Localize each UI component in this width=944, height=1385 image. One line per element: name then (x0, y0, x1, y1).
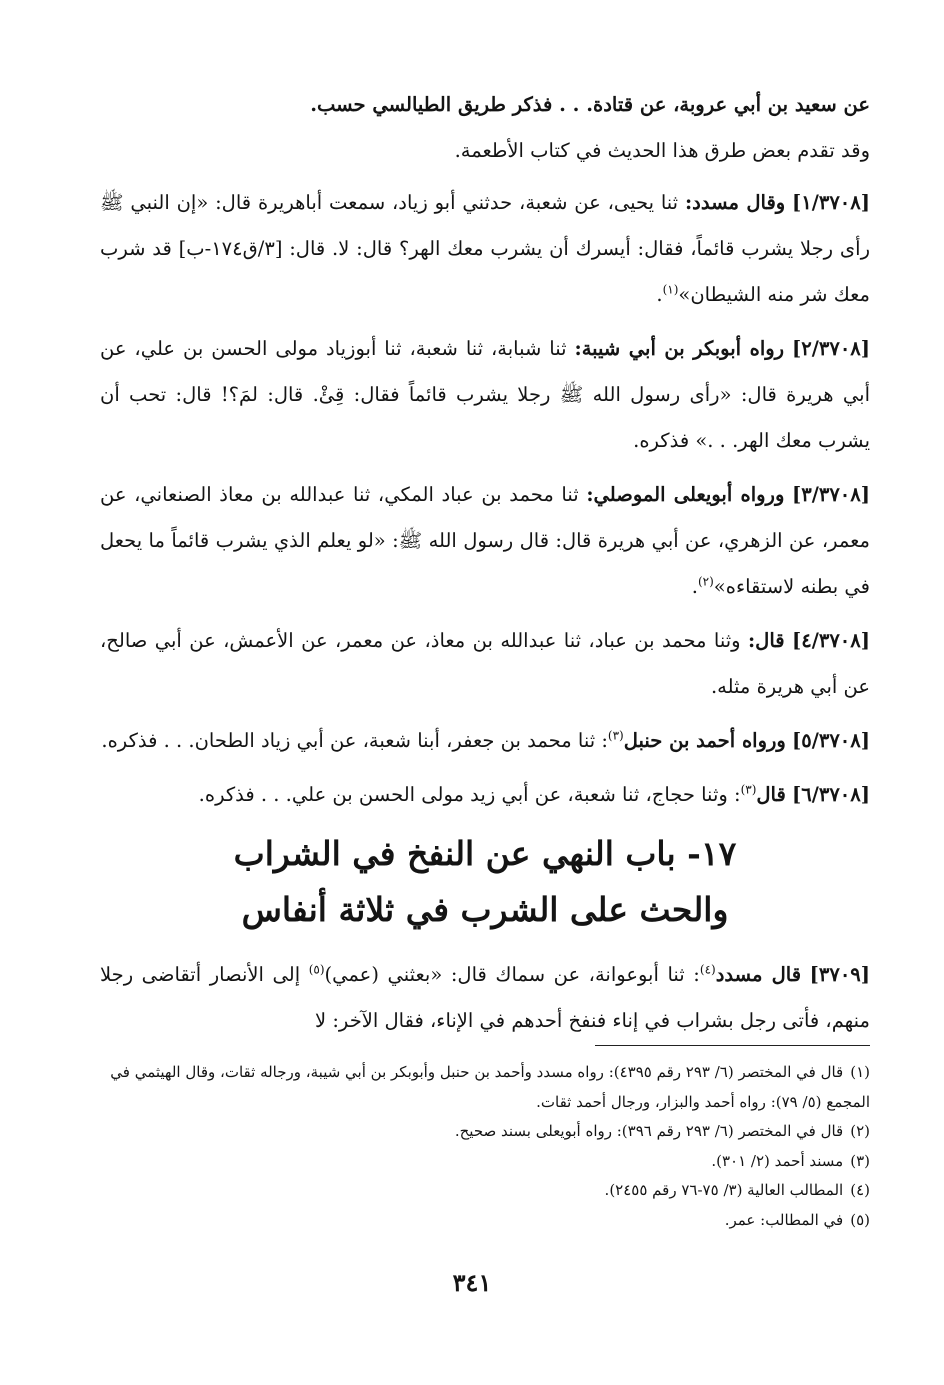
hadith-number: [٢/٣٧٠٨] (792, 337, 871, 360)
footnote-number: (٢) (850, 1122, 870, 1140)
hadith-text: ثنا محمد بن عباد المكي، ثنا عبدالله بن معاذ الصنعاني، عن معمر، عن الزهري، عن أبي هريرة قال: قال رسول الله ﷺ: «لو يعلم الذي يشرب قائماً ما يحعل في بطنه لاستقاءه» (100, 483, 870, 598)
hadith-number: [٥/٣٧٠٨] (792, 729, 870, 752)
hadith-text: : ثنا أبوعوانة، عن سماك قال: «بعثني (عمي) (324, 963, 700, 986)
hadith-number: [٤/٣٧٠٨] (792, 629, 870, 652)
chapter-title-line-1: ١٧- باب النهي عن النفخ في الشراب (233, 834, 737, 873)
chapter-title-line-2: والحث على الشرب في ثلاثة أنفاس (241, 890, 729, 929)
footnote-separator (595, 1045, 870, 1046)
hadith-lead: رواه أبوبكر بن أبي شيبة: (574, 337, 785, 360)
page-number: ٣٤١ (452, 1268, 492, 1297)
footnote-ref: (٣) (740, 782, 757, 797)
hadith-3708-3: [٣/٣٧٠٨] ورواه أبويعلى الموصلي: ثنا محمد بن عباد المكي، ثنا عبدالله بن معاذ الصنعاني، عن معمر، عن الزهري، عن أبي هريرة قال: قال رسول الله ﷺ: «لو يعلم الذي يشرب قائماً ما يحعل في بطنه لاستقاءه»$^{(٢)}$. (100, 483, 870, 598)
hadith-3708-5 (100, 718, 870, 764)
footnote-text: المطالب العالية (٣/ ٧٥-٧٦ رقم ٢٤٥٥). (604, 1181, 844, 1199)
hadith-text: ثنا شبابة، ثنا شعبة، ثنا أبوزياد مولى الحسن بن علي، عن أبي هريرة قال: «رأى رسول الله ﷺ رجلا يشرب قائماً فقال: قِئْ. قال: لمَ؟! قال: تحب أن يشرب معك الهر. . .» فذكره. (100, 337, 870, 452)
footnote-ref: (١) (662, 282, 679, 297)
hadith-lead: وقال مسدد: (684, 191, 786, 214)
footnote-ref: (٥) (308, 962, 325, 977)
hadith-number: [١/٣٧٠٨] (792, 191, 870, 214)
hadith-lead: ورواه أبويعلى الموصلي: (586, 483, 785, 506)
page-body (100, 82, 870, 1052)
hadith-text: : ثنا محمد بن جعفر، أبنا شعبة، عن أبي زياد الطحان. . . فذكره. (101, 729, 608, 752)
footnote-ref: (٣) (607, 728, 624, 743)
footnote-text: مسند أحمد (٢/ ٣٠١). (711, 1151, 844, 1170)
footnote-item (105, 1117, 870, 1147)
footnote-ref: (٢) (697, 574, 714, 589)
hadith-3709 (100, 952, 870, 1044)
hadith-text-continued: إلى الأنصار أتقاضى رجلا منهم، فأتى رجل بشراب في إناء فنفخ أحدهم في الإناء، فقال الآخر: لا (100, 963, 870, 1032)
footnotes (105, 1058, 870, 1235)
hadith-text: : وثنا حجاج، ثنا شعبة، عن أبي زيد مولى الحسن بن علي. . . فذكره. (198, 783, 741, 806)
hadith-3708-4 (100, 618, 870, 710)
hadith-number: [٣٧٠٩] (809, 963, 871, 986)
opening-paragraph (100, 82, 870, 174)
footnote-item (105, 1206, 870, 1236)
hadith-lead: قال مسدد (715, 963, 802, 986)
footnote-item (105, 1176, 870, 1206)
footnote-text: قال في المختصر (٦/ ٢٩٣ رقم ٣٩٦): رواه أبويعلى بسند صحيح. (454, 1122, 844, 1140)
hadith-3708-2 (100, 326, 870, 464)
hadith-lead: قال: (747, 629, 785, 652)
hadith-lead: ورواه أحمد بن حنبل (623, 729, 786, 752)
footnote-text: في المطالب: عمر. (724, 1210, 844, 1229)
hadith-text: ثنا يحيى، عن شعبة، حدثني أبو زياد، سمعت أباهريرة قال: «إن النبي ﷺ رأى رجلا يشرب قائماً، فقال: أيسرك أن يشرب معك الهر؟ قال: لا. قال: [٣/ق١٧٤-ب] قد شرب معك شر منه الشيطان» (100, 191, 870, 306)
chapter-heading (100, 826, 870, 938)
opening-line-2: وقد تقدم بعض طرق هذا الحديث في كتاب الأطعمة. (454, 139, 870, 162)
footnote-number: (٤) (850, 1181, 870, 1199)
footnote-number: (٥) (850, 1210, 870, 1229)
hadith-lead: قال (756, 783, 786, 806)
footnote-number: (١) (850, 1063, 870, 1081)
hadith-text: وثنا محمد بن عباد، ثنا عبدالله بن معاذ، عن معمر، عن الأعمش، عن أبي صالح، عن أبي هريرة مثله. (100, 629, 870, 698)
opening-line-1: عن سعيد بن أبي عروبة، عن قتادة. . . فذكر طريق الطيالسي حسب. (310, 93, 870, 116)
footnote-item (105, 1147, 870, 1177)
footnote-number: (٣) (850, 1151, 870, 1170)
footnote-ref: (٤) (699, 962, 716, 977)
hadith-3708-1: [١/٣٧٠٨] وقال مسدد: ثنا يحيى، عن شعبة، حدثني أبو زياد، سمعت أباهريرة قال: «إن النبي ﷺ رأى رجلا يشرب قائماً، فقال: أيسرك أن يشرب معك الهر؟ قال: لا. قال: [٣/ق١٧٤-ب] قد شرب معك شر منه الشيطان»$^{(١)}$. (100, 191, 870, 306)
footnote-item (105, 1058, 870, 1117)
hadith-number: [٦/٣٧٠٨] (792, 783, 870, 806)
footnote-text: قال في المختصر (٦/ ٢٩٣ رقم ٤٣٩٥): رواه مسدد وأحمد بن حنبل وأبوبكر بن أبي شيبة، ورجاله ثقات، وقال الهيثمي في المجمع (٥/ ٧٩): رواه أحمد والبزار، ورجال أحمد ثقات. (110, 1063, 870, 1111)
hadith-number: [٣/٣٧٠٨] (792, 483, 870, 506)
hadith-3708-6 (100, 772, 870, 818)
